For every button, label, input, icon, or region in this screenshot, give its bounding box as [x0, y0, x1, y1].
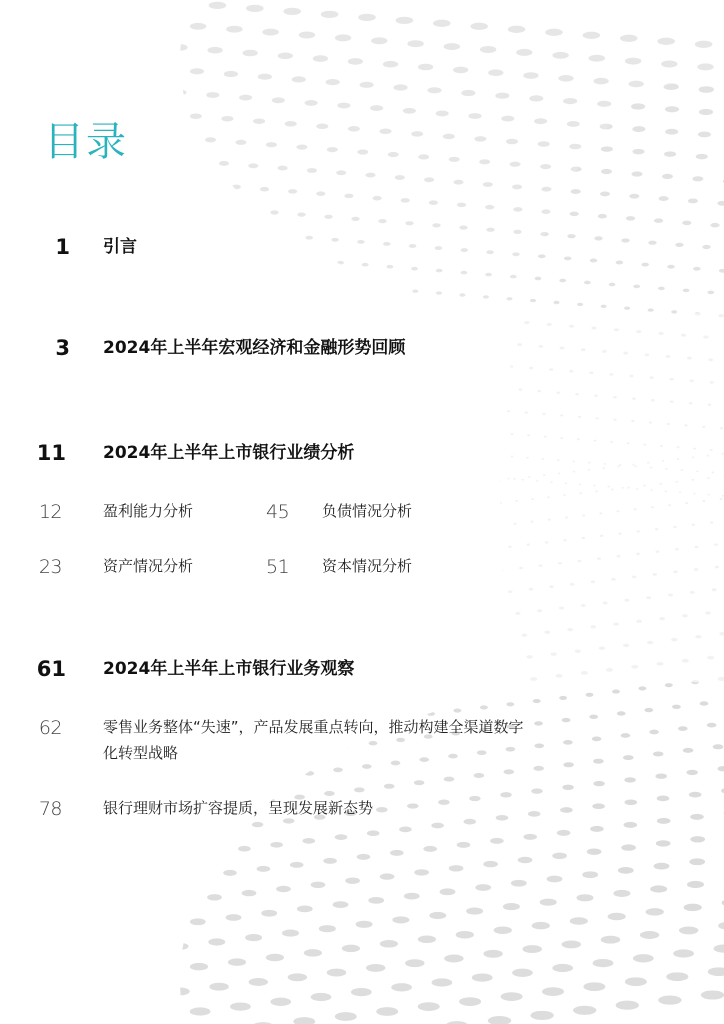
section-title[interactable]: 2024年上半年上市银行业绩分析 [103, 443, 355, 463]
subsection-title[interactable]: 资本情况分析 [322, 557, 413, 575]
subsection-title[interactable]: 零售业务整体“失速”，产品发展重点转向，推动构建全渠道数字化转型战略 [103, 718, 524, 762]
toc-title: 目录 [44, 119, 128, 165]
section-number[interactable]: 1 [55, 235, 70, 259]
subsection-number[interactable]: 51 [266, 556, 290, 578]
subsection-number[interactable]: 78 [38, 798, 62, 820]
subsection-title[interactable]: 银行理财市场扩容提质，呈现发展新态势 [103, 799, 374, 817]
subsection-number[interactable]: 23 [38, 556, 62, 578]
section-number[interactable]: 3 [55, 336, 70, 360]
subsection-title[interactable]: 负债情况分析 [322, 502, 413, 520]
section-title[interactable]: 2024年上半年上市银行业务观察 [103, 659, 355, 679]
section-number[interactable]: 61 [36, 657, 66, 681]
subsection-number[interactable]: 12 [38, 501, 62, 523]
section-number[interactable]: 11 [36, 441, 66, 465]
subsection-title[interactable]: 盈利能力分析 [103, 502, 194, 520]
subsection-title[interactable]: 资产情况分析 [103, 557, 194, 575]
section-title[interactable]: 2024年上半年宏观经济和金融形势回顾 [103, 338, 406, 358]
subsection-number[interactable]: 45 [266, 501, 290, 523]
subsection-number[interactable]: 62 [38, 717, 62, 739]
section-title[interactable]: 引言 [103, 237, 137, 257]
